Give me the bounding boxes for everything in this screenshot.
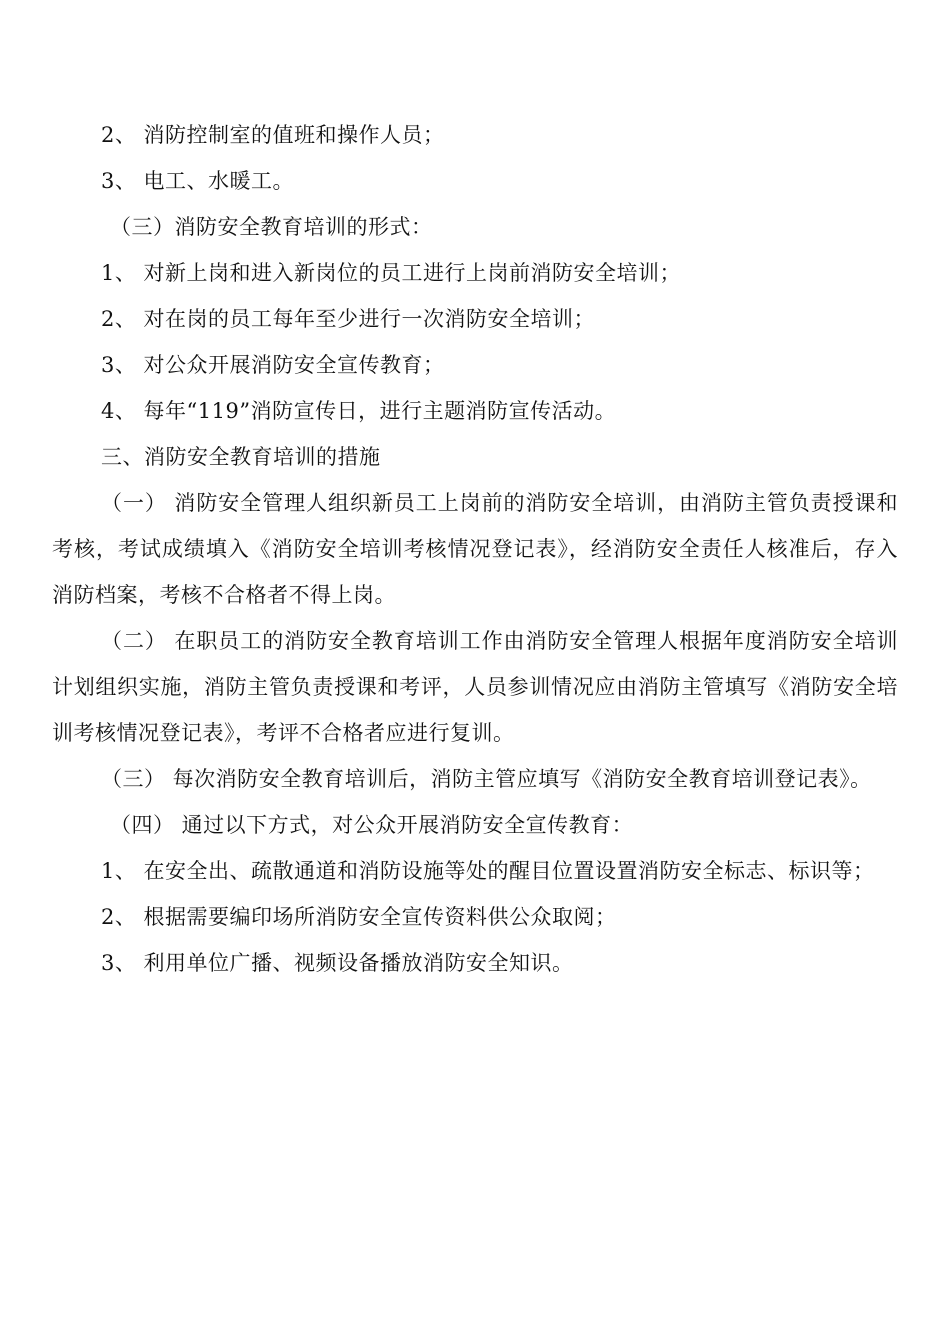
subsection-heading: （三）消防安全教育培训的形式：: [110, 215, 433, 239]
list-item: 1、 对新上岗和进入新岗位的员工进行上岗前消防安全培训；: [101, 261, 682, 285]
document-body: [52, 112, 898, 986]
list-item: 2、 对在岗的员工每年至少进行一次消防安全培训；: [101, 307, 596, 331]
list-item: 3、 利用单位广播、视频设备播放消防安全知识。: [101, 951, 574, 975]
list-item: 1、 在安全出、疏散通道和消防设施等处的醒目位置设置消防安全标志、标识等；: [101, 859, 875, 883]
list-item: 3、 电工、水暖工。: [101, 169, 295, 193]
body-paragraph: （二） 在职员工的消防安全教育培训工作由消防安全管理人根据年度消防安全培训计划组织实施，消防主管负责授课和考评，人员参训情况应由消防主管填写《消防安全培训考核情况登记表》，考评不合格者应进行复训。: [52, 629, 898, 745]
subsection-heading: （四） 通过以下方式，对公众开展消防安全宣传教育：: [110, 813, 634, 837]
list-item: 2、 根据需要编印场所消防安全宣传资料供公众取阅；: [101, 905, 617, 929]
body-paragraph: （一） 消防安全管理人组织新员工上岗前的消防安全培训，由消防主管负责授课和考核，考试成绩填入《消防安全培训考核情况登记表》，经消防安全责任人核准后，存入消防档案，考核不合格者不得上岗。: [52, 491, 898, 607]
list-item: 3、 对公众开展消防安全宣传教育；: [101, 353, 445, 377]
list-item: 2、 消防控制室的值班和操作人员；: [101, 123, 445, 147]
body-paragraph: （三） 每次消防安全教育培训后，消防主管应填写《消防安全教育培训登记表》。: [101, 767, 872, 791]
section-heading: 三、消防安全教育培训的措施: [101, 445, 381, 469]
list-item: 4、 每年“119”消防宣传日，进行主题消防宣传活动。: [101, 399, 617, 423]
